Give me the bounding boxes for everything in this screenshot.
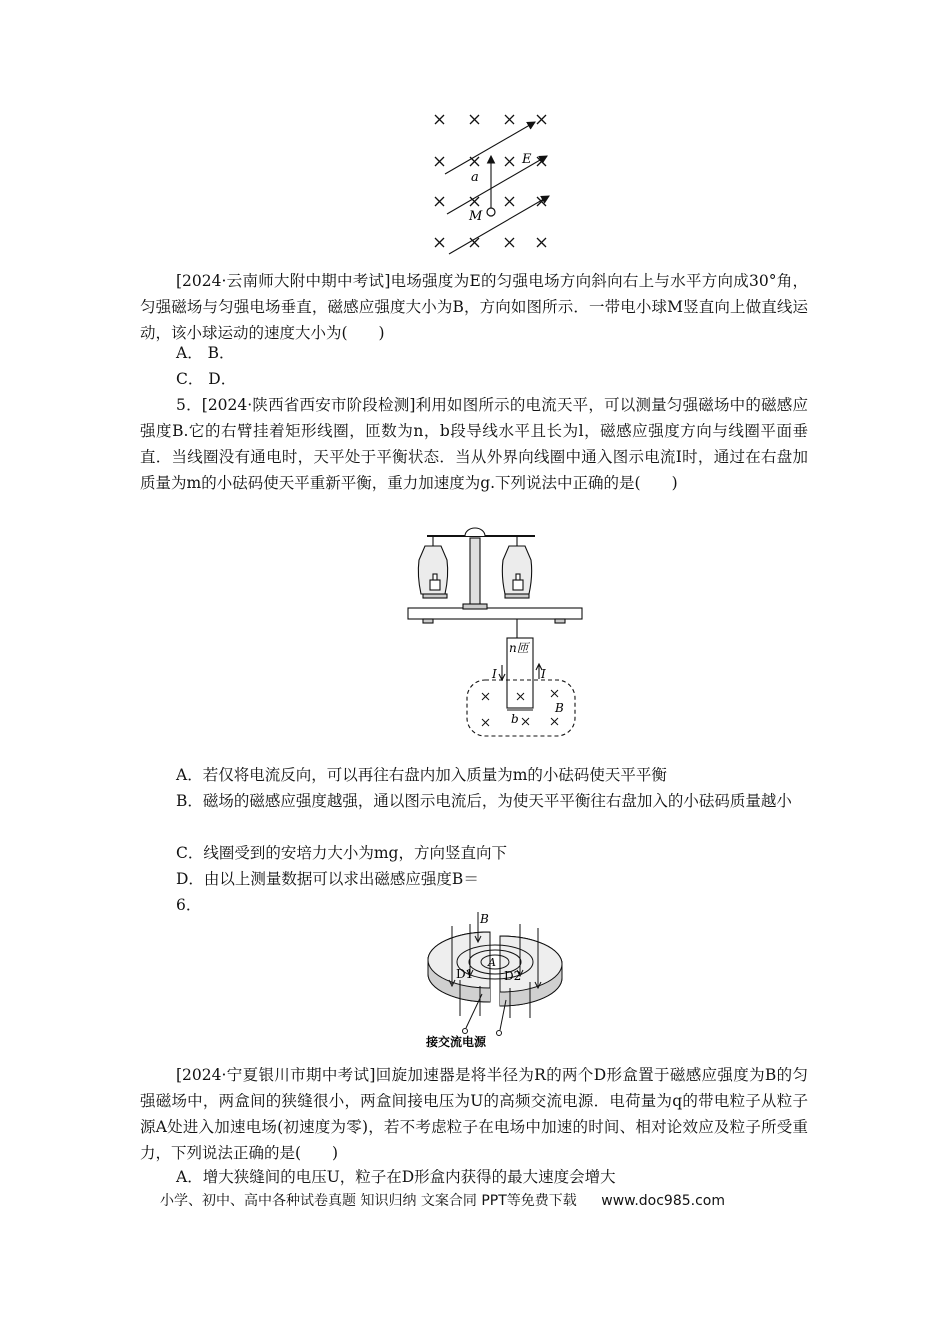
question-6-stem	[140, 1062, 808, 1166]
question-5-source: [2024·陕西省西安市阶段检测]	[201, 396, 416, 414]
question-5-option-c: C．线圈受到的安培力大小为mg，方向竖直向下	[176, 844, 507, 862]
label-m: M	[469, 209, 483, 224]
question-5-stem	[140, 392, 808, 496]
page-footer	[160, 1190, 729, 1210]
label-e: E	[522, 152, 532, 167]
label-b-segment: b	[511, 712, 519, 726]
label-d1: D1	[456, 967, 474, 981]
electric-field-lines	[445, 122, 549, 254]
question-4-stem	[140, 268, 808, 346]
label-a-source: A	[488, 956, 496, 969]
question-4-source: [2024·云南师大附中期中考试]	[176, 272, 391, 290]
label-a: a	[471, 170, 479, 185]
balance-base	[408, 608, 582, 619]
figure-cyclotron	[420, 910, 570, 1050]
label-field-b: B	[555, 701, 564, 715]
question-6-text: 回旋加速器是将半径为R的两个D形盒置于磁感应强度为B的匀强磁场中，两盒间的狭缝很小，两盒间接电压为U的高频交流电源．电荷量为q的带电粒子从粒子源A处进入加速电场(初速度为零)，若不考虑粒子在电场中加速的时间、相对论效应及粒子所受重力，下列说法正确的是( )	[140, 1066, 808, 1162]
figure-em-field	[425, 108, 565, 256]
footer-text: 小学、初中、高中各种试卷真题 知识归纳 文案合同 PPT等免费下载	[160, 1193, 577, 1209]
question-5-text: 利用如图所示的电流天平，可以测量匀强磁场中的磁感应强度B.它的右臂挂着矩形线圈，匝数为n，b段导线水平且长为l，磁感应强度方向与线圈平面垂直．当线圈没有通电时，天平处于平衡状态．当从外界向线圈中通入图示电流I时，通过在右盘加质量为m的小砝码使天平重新平衡，重力加速度为g.下列说法中正确的是( )	[140, 396, 808, 492]
figure-current-balance	[405, 520, 585, 742]
question-6-option-a: A．增大狭缝间的电压U，粒子在D形盒内获得的最大速度会增大	[176, 1168, 616, 1186]
question-6-number: 6．	[176, 896, 202, 914]
ball-m	[487, 208, 495, 216]
label-i-right: I	[541, 667, 546, 681]
label-b: B	[480, 912, 489, 926]
label-d2: D2	[504, 969, 522, 983]
question-6-source: [2024·宁夏银川市期中考试]	[176, 1066, 376, 1084]
question-5-number: 5．	[176, 396, 202, 414]
question-5-option-d: D．由以上测量数据可以求出磁感应强度B＝	[176, 870, 479, 888]
balance-pillar	[470, 538, 480, 608]
question-4-options-cd: C． D．	[176, 370, 237, 388]
question-4-text: 电场强度为E的匀强电场方向斜向右上与水平方向成30°角，匀强磁场与匀强电场垂直，磁感应强度大小为B，方向如图所示．一带电小球M竖直向上做直线运动，该小球运动的速度大小为( )	[140, 272, 809, 342]
caption-ac-source: 接交流电源	[426, 1035, 487, 1049]
question-5-option-a: A．若仅将电流反向，可以再往右盘内加入质量为m的小砝码使天平平衡	[176, 766, 667, 784]
label-i-left: I	[492, 667, 497, 681]
question-5-option-b: B．磁场的磁感应强度越强，通以图示电流后，为使天平平衡往右盘加入的小砝码质量越小	[176, 792, 792, 810]
label-n-turns: n匝	[509, 641, 529, 655]
footer-site[interactable]: www.doc985.com	[601, 1193, 725, 1209]
question-4-options-ab: A． B．	[176, 344, 235, 362]
